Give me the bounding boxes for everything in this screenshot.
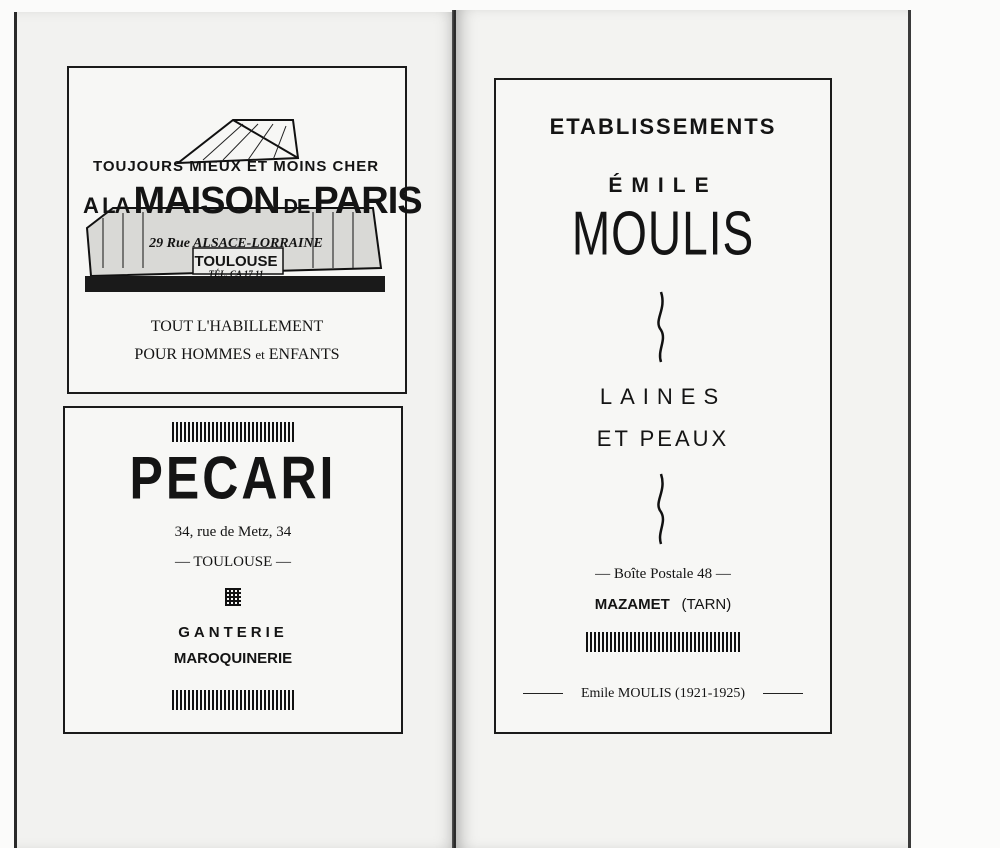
- moulis-location: [496, 596, 830, 614]
- pecari-bottom-bar: [65, 690, 401, 710]
- moulis-heading: ETABLISSEMENTS: [549, 114, 777, 139]
- pecari-city: — TOULOUSE —: [174, 554, 292, 570]
- pecari-ornament: [65, 588, 401, 606]
- maison-line1: TOUT L'HABILLEMENT: [150, 318, 324, 335]
- moulis-trade-line1: LAINES: [599, 384, 727, 409]
- maison-line2-end: ENFANTS: [268, 346, 340, 363]
- pecari-line1: GANTERIE: [178, 624, 288, 641]
- maison-prefix: A LA: [83, 193, 130, 218]
- maison-city: TOULOUSE: [194, 253, 278, 270]
- maison-phone: TÉL. CA 17 11: [208, 269, 264, 279]
- moulis-footer: Emile MOULIS (1921-1925): [580, 686, 746, 701]
- pecari-line2: MAROQUINERIE: [173, 650, 293, 667]
- moulis-ornament-bottom: [651, 472, 671, 546]
- moulis-ornament-top: [651, 290, 671, 364]
- maison-title: [83, 180, 422, 223]
- maison-line2-start: POUR HOMMES: [134, 346, 252, 363]
- maison-city-word: PARIS: [313, 180, 422, 222]
- maison-tagline: TOUJOURS MIEUX ET MOINS CHER: [92, 158, 380, 175]
- moulis-trade-line2: ET PEAUX: [596, 426, 730, 451]
- moulis-last-name: MOULIS: [571, 197, 755, 269]
- moulis-bar: [496, 632, 830, 652]
- maison-de-paris-ad: [67, 66, 422, 394]
- maison-de-paris-illustration: [83, 118, 422, 298]
- maison-address: 29 Rue ALSACE-LORRAINE: [149, 236, 323, 251]
- moulis-first-name: ÉMILE: [608, 174, 718, 197]
- maison-name: MAISON: [133, 180, 280, 222]
- right-page: [456, 10, 911, 848]
- moulis-footer-row: [496, 686, 830, 702]
- pecari-address: 34, rue de Metz, 34: [174, 524, 292, 540]
- moulis-region: (TARN): [681, 596, 732, 613]
- left-page: [14, 12, 457, 848]
- moulis-city: MAZAMET: [594, 596, 670, 613]
- moulis-postal-box: — Boîte Postale 48 —: [595, 566, 731, 582]
- maison-line2-and: et: [255, 347, 265, 362]
- maison-connector: DE: [283, 196, 310, 218]
- maison-line2: [69, 346, 405, 364]
- pecari-top-bar: [65, 422, 401, 442]
- pecari-name: PECARI: [129, 444, 337, 512]
- moulis-ad: [494, 78, 832, 734]
- pecari-ad: [63, 406, 403, 734]
